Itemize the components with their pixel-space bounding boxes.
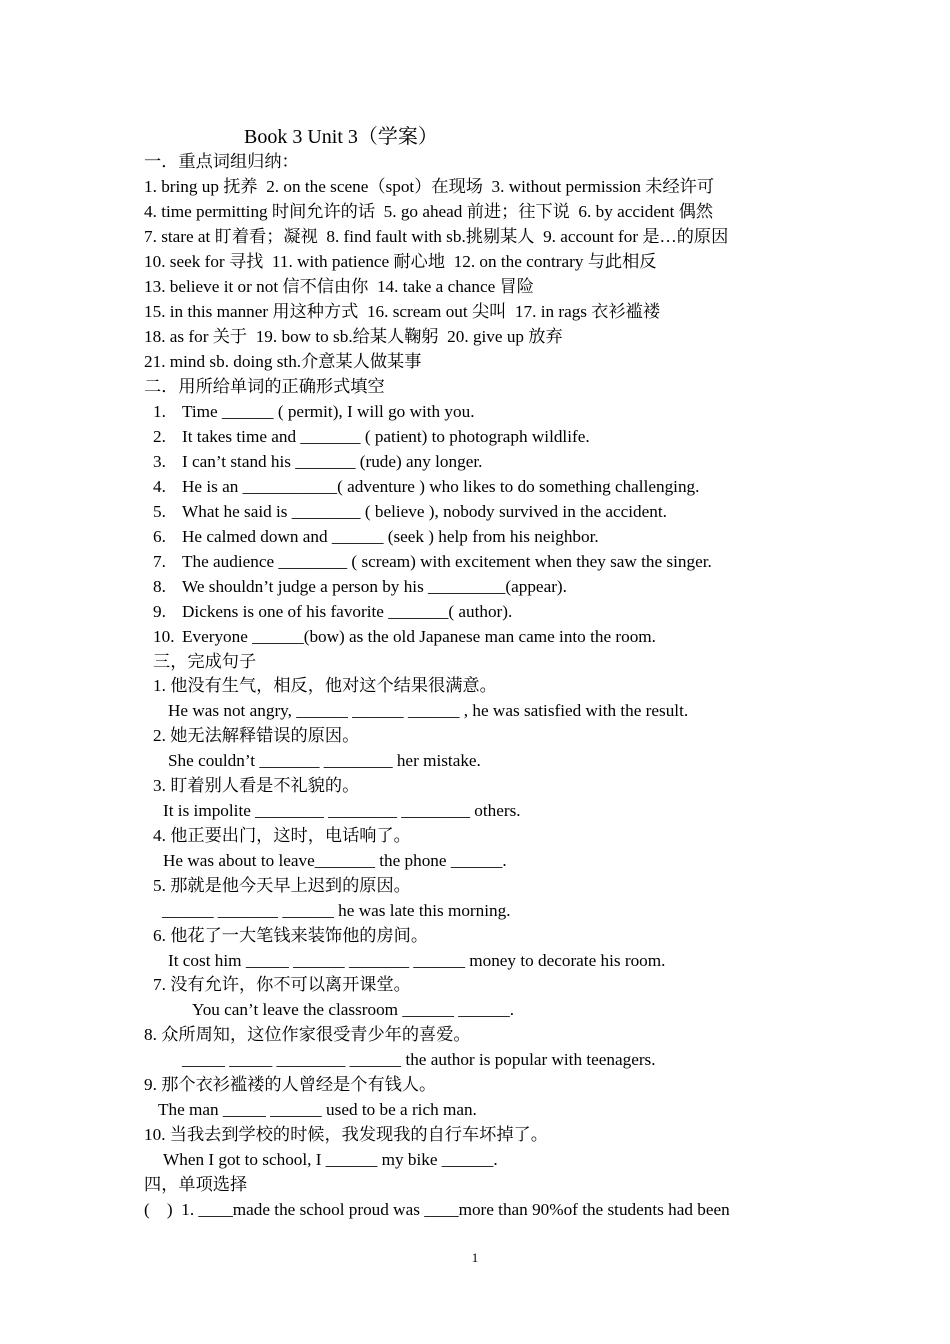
fill-item-text: It takes time and _______ ( patient) to photograph wildlife. [182, 427, 590, 446]
phrase-line: 15. in this manner 用这种方式 16. scream out 尖叫 17. in rags 衣衫褴褛 [144, 302, 661, 321]
sentence-chinese: 1. 他没有生气，相反，他对这个结果很满意。 [153, 676, 497, 695]
sentence-chinese: 5. 那就是他今天早上迟到的原因。 [153, 876, 411, 895]
section1-heading: 一．重点词组归纳： [144, 152, 299, 171]
sentence-chinese: 3. 盯着别人看是不礼貌的。 [153, 776, 360, 795]
fill-item-text: What he said is ________ ( believe ), nobody survived in the accident. [182, 502, 667, 521]
section2-heading: 二．用所给单词的正确形式填空 [144, 377, 385, 396]
section3-heading: 三，完成句子 [153, 652, 257, 671]
sentence-chinese: 2. 她无法解释错误的原因。 [153, 726, 360, 745]
phrase-line: 18. as for 关于 19. bow to sb.给某人鞠躬 20. give up 放弃 [144, 327, 563, 346]
fill-item-number: 8. [153, 577, 166, 596]
sentence-english: You can’t leave the classroom ______ ______. [192, 1000, 515, 1019]
fill-item-number: 3. [153, 452, 166, 471]
sentence-english: It cost him _____ ______ _______ ______ money to decorate his room. [168, 951, 666, 970]
fill-item-number: 5. [153, 502, 166, 521]
fill-item-text: Time ______ ( permit), I will go with you. [182, 402, 475, 421]
fill-item-text: Dickens is one of his favorite _______( author). [182, 602, 513, 621]
phrase-line: 7. stare at 盯着看；凝视 8. find fault with sb.挑剔某人 9. account for 是…的原因 [144, 227, 729, 246]
choice-question: ( ) 1. ____made the school proud was ____more than 90%of the students had been [144, 1200, 730, 1219]
sentence-english: When I got to school, I ______ my bike ______. [163, 1150, 498, 1169]
sentence-english: _____ _____ ________ ______ the author is popular with teenagers. [182, 1050, 656, 1069]
sentence-english: He was not angry, ______ ______ ______ , he was satisfied with the result. [168, 701, 689, 720]
sentence-chinese: 4. 他正要出门，这时，电话响了。 [153, 826, 411, 845]
fill-item-text: I can’t stand his _______ (rude) any longer. [182, 452, 483, 471]
phrase-line: 21. mind sb. doing sth.介意某人做某事 [144, 352, 422, 371]
phrase-line: 10. seek for 寻找 11. with patience 耐心地 12. on the contrary 与此相反 [144, 252, 657, 271]
page-number: 1 [471, 1250, 479, 1265]
sentence-chinese: 8. 众所周知，这位作家很受青少年的喜爱。 [144, 1025, 471, 1044]
sentence-chinese: 10. 当我去到学校的时候，我发现我的自行车坏掉了。 [144, 1125, 548, 1144]
fill-item-text: Everyone ______(bow) as the old Japanese man came into the room. [182, 627, 656, 646]
fill-item-number: 2. [153, 427, 166, 446]
fill-item-number: 7. [153, 552, 166, 571]
sentence-english: ______ _______ ______ he was late this morning. [162, 901, 511, 920]
sentence-english: He was about to leave_______ the phone ______. [163, 851, 507, 870]
fill-item-text: He calmed down and ______ (seek ) help from his neighbor. [182, 527, 599, 546]
section4-heading: 四，单项选择 [144, 1175, 248, 1194]
sentence-english: She couldn’t _______ ________ her mistake. [168, 751, 481, 770]
fill-item-number: 6. [153, 527, 166, 546]
fill-item-number: 10. [153, 627, 175, 646]
fill-item-number: 9. [153, 602, 166, 621]
sentence-english: It is impolite ________ ________ ________ others. [163, 801, 521, 820]
sentence-chinese: 6. 他花了一大笔钱来装饰他的房间。 [153, 926, 429, 945]
fill-item-number: 4. [153, 477, 166, 496]
phrase-line: 4. time permitting 时间允许的话 5. go ahead 前进；往下说 6. by accident 偶然 [144, 202, 714, 221]
sentence-chinese: 7. 没有允许，你不可以离开课堂。 [153, 975, 411, 994]
fill-item-number: 1. [153, 402, 166, 421]
sentence-chinese: 9. 那个衣衫褴褛的人曾经是个有钱人。 [144, 1075, 437, 1094]
fill-item-text: The audience ________ ( scream) with excitement when they saw the singer. [182, 552, 712, 571]
phrase-line: 13. believe it or not 信不信由你 14. take a chance 冒险 [144, 277, 534, 296]
fill-item-text: We shouldn’t judge a person by his _________(appear). [182, 577, 567, 596]
phrase-line: 1. bring up 抚养 2. on the scene（spot）在现场 3. without permission 未经许可 [144, 177, 715, 196]
sentence-english: The man _____ ______ used to be a rich man. [158, 1100, 477, 1119]
page-title: Book 3 Unit 3（学案） [244, 126, 438, 148]
fill-item-text: He is an ___________( adventure ) who likes to do something challenging. [182, 477, 700, 496]
